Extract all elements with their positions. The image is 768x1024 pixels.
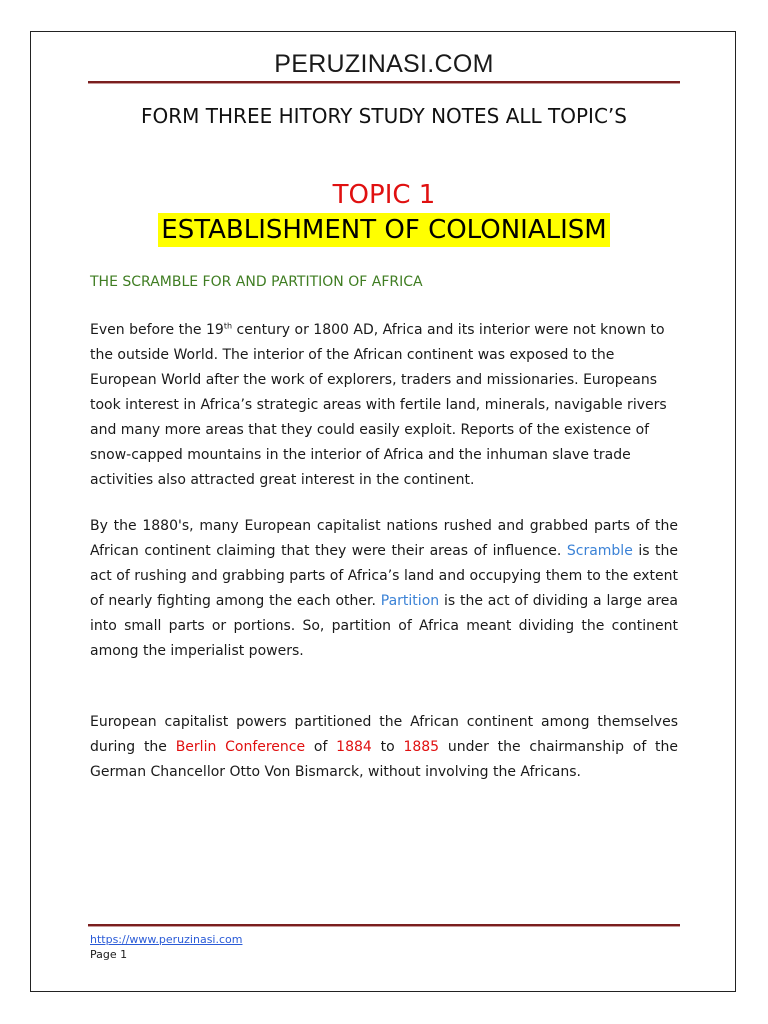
topic-title: ESTABLISHMENT OF COLONIALISM [158, 213, 609, 247]
paragraph-berlin-part4: under the chairmanship of the German Chancellor Otto Von Bismarck, without involving the Africans. [90, 739, 678, 780]
term-berlin-conference: Berlin Conference [175, 739, 306, 755]
term-partition: Partition [380, 593, 440, 609]
paragraph-scramble-part2: is the act of rushing and grabbing parts of Africa’s land and occupying them to the extent of nearly fighting among the each other. [90, 543, 679, 609]
paragraph-intro-text-rest: century or 1800 AD, Africa and its interior were not known to the outside World. The interior of the African continent was exposed to the European World after the work of explorers, traders and missionaries. Europeans took interest in Africa’s strategic areas with fertile land, minerals, navigable rivers and many more areas that they could easily exploit. Reports of the existence of snow-capped mountains in the interior of Africa and the inhuman slave trade activities also attracted great interest in the continent. [90, 322, 667, 488]
paragraph-intro [90, 318, 678, 493]
site-title: PERUZINASI.COM [274, 50, 494, 78]
paragraph-berlin [90, 710, 678, 785]
topic-title-container [0, 213, 768, 247]
year-start: 1884 [336, 739, 372, 755]
paragraph-berlin-part3: to [371, 739, 404, 755]
footer-website-link[interactable]: https://www.peruzinasi.com [90, 933, 243, 946]
header-divider [88, 81, 680, 84]
paragraph-berlin-part1: European capitalist powers partitioned the African continent among themselves during the [90, 714, 678, 755]
footer-page-number: Page 1 [90, 948, 128, 961]
section-heading: THE SCRAMBLE FOR AND PARTITION OF AFRICA [90, 274, 423, 290]
footer-divider [88, 924, 680, 927]
year-end: 1885 [403, 739, 440, 755]
topic-label: TOPIC 1 [332, 180, 436, 210]
paragraph-scramble-part1: By the 1880's, many European capitalist nations rushed and grabbed parts of the African continent claiming that they were their areas of influence. [90, 518, 678, 559]
paragraph-scramble-part3: is the act of dividing a large area into small parts or portions. So, partition of Africa meant dividing the continent among the imperialist powers. [90, 593, 678, 659]
document-title: FORM THREE HITORY STUDY NOTES ALL TOPIC’S [141, 104, 627, 128]
paragraph-scramble [90, 514, 678, 664]
paragraph-berlin-part2: of [305, 739, 337, 755]
paragraph-intro-superscript: th [223, 321, 233, 331]
term-scramble: Scramble [566, 543, 633, 559]
paragraph-intro-text-start: Even before the 19 [90, 322, 224, 338]
page-border [30, 31, 736, 992]
